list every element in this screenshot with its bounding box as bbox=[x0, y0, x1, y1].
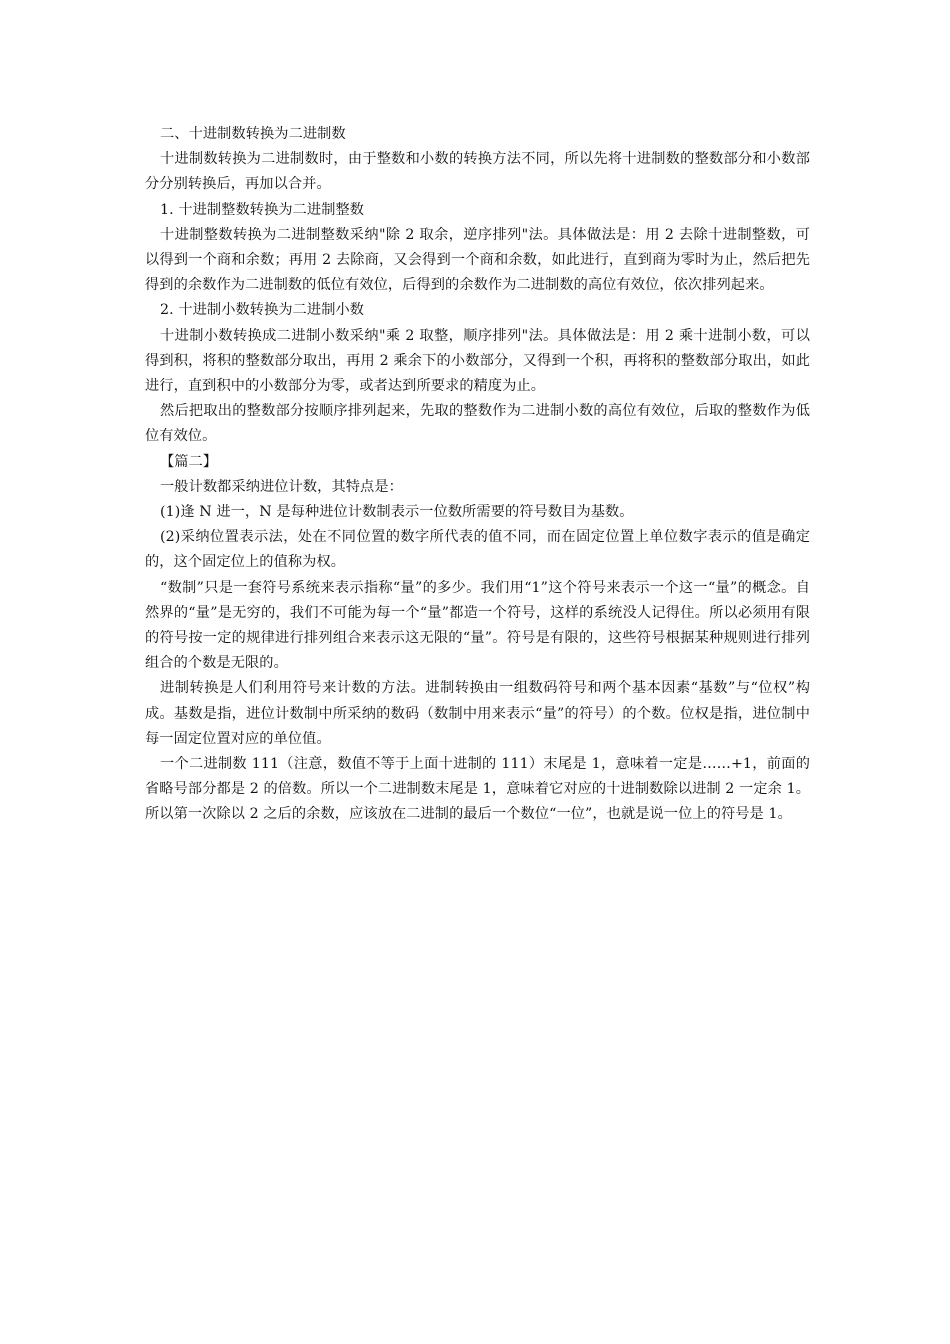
paragraph-point-two: (2)采纳位置表示法，处在不同位置的数字所代表的值不同，而在固定位置上单位数字表示的值是确定的，这个固定位上的值称为权。 bbox=[145, 529, 810, 571]
paragraph-fraction-ordering: 然后把取出的整数部分按顺序排列起来，先取的整数作为二进制小数的高位有效位，后取的整数作为低位有效位。 bbox=[145, 403, 810, 445]
paragraph-point-one: (1)逢 N 进一，N 是每种进位计数制表示一位数所需要的符号数目为基数。 bbox=[160, 504, 634, 521]
paragraph-positional-counting: 一般计数都采纳进位计数，其特点是： bbox=[160, 478, 403, 495]
section-heading-part-two: 【篇二】 bbox=[160, 453, 218, 470]
section-heading-decimal-to-binary: 二、十进制数转换为二进制数 bbox=[160, 126, 346, 142]
subheading-integer-conversion: 1. 十进制整数转换为二进制整数 bbox=[160, 201, 365, 218]
document-body bbox=[145, 122, 810, 828]
paragraph-number-system: “数制”只是一套符号系统来表示指称“量”的多少。我们用“1”这个符号来表示一个这一“量”的概念。自然界的“量”是无穷的，我们不可能为每一个“量”都造一个符号，这样的系统没人记得住。所以必须用有限的符号按一定的规律进行排列组合来表示这无限的“量”。符号是有限的，这些符号根据某种规则进行排列组合的个数是无限的。 bbox=[145, 579, 810, 672]
paragraph-intro: 十进制数转换为二进制数时，由于整数和小数的转换方法不同，所以先将十进制数的整数部分和小数部分分别转换后，再加以合并。 bbox=[145, 151, 810, 193]
paragraph-base-and-weight: 进制转换是人们利用符号来计数的方法。进制转换由一组数码符号和两个基本因素“基数”与“位权”构成。基数是指，进位计数制中所采纳的数码（数制中用来表示“量”的符号）的个数。位权是指，进位制中每一固定位置对应的单位值。 bbox=[145, 680, 810, 747]
subheading-fraction-conversion: 2. 十进制小数转换为二进制小数 bbox=[160, 302, 365, 319]
paragraph-binary-example: 一个二进制数 111（注意，数值不等于上面十进制的 111）末尾是 1，意味着一定是……+1，前面的省略号部分都是 2 的倍数。所以一个二进制数末尾是 1，意味着它对应的十进制数除以进制 2 一定余 1。所以第一次除以 2 之后的余数，应该放在二进制的最后一个数位“一位”，也就是说一位上的符号是 1。 bbox=[145, 756, 810, 823]
paragraph-integer-method: 十进制整数转换为二进制整数采纳"除 2 取余，逆序排列"法。具体做法是：用 2 去除十进制整数，可以得到一个商和余数；再用 2 去除商，又会得到一个商和余数，如此进行，直到商为零时为止，然后把先得到的余数作为二进制数的低位有效位，后得到的余数作为二进制数的高位有效位，依次排列起来。 bbox=[145, 226, 810, 294]
paragraph-fraction-method: 十进制小数转换成二进制小数采纳"乘 2 取整，顺序排列"法。具体做法是：用 2 乘十进制小数，可以得到积，将积的整数部分取出，再用 2 乘余下的小数部分，又得到一个积，再将积的整数部分取出，如此进行，直到积中的小数部分为零，或者达到所要求的精度为止。 bbox=[145, 327, 810, 395]
